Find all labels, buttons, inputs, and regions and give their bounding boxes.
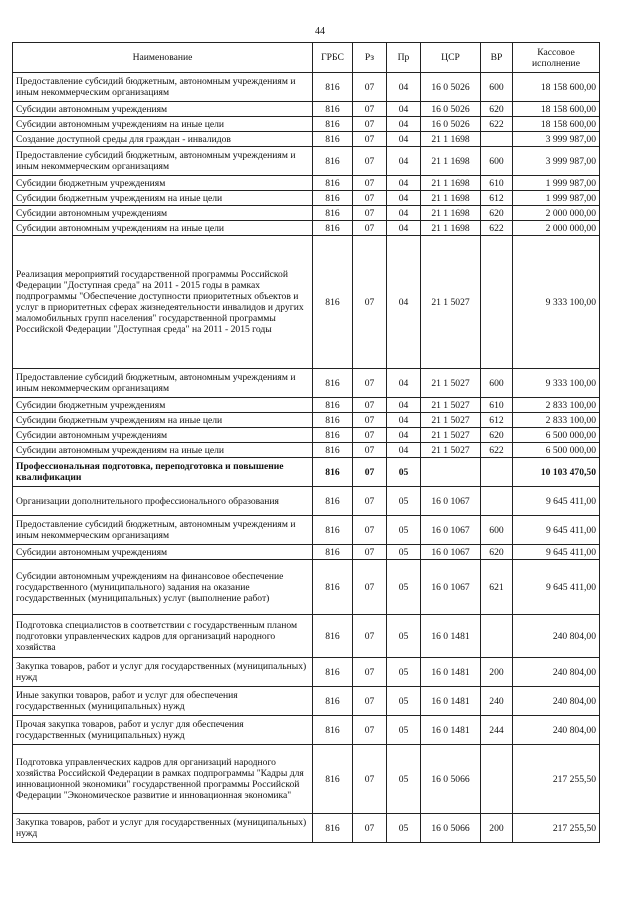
cell-grbs: 816	[313, 545, 353, 560]
cell-amount: 9 645 411,00	[513, 516, 600, 545]
cell-name: Субсидии автономным учреждениям	[13, 102, 313, 117]
cell-amount: 2 000 000,00	[513, 206, 600, 221]
cell-rz: 07	[353, 176, 387, 191]
cell-amount: 6 500 000,00	[513, 443, 600, 458]
table-row	[13, 745, 600, 814]
cell-amount: 240 804,00	[513, 615, 600, 658]
cell-amount: 18 158 600,00	[513, 73, 600, 102]
cell-pr: 04	[387, 73, 421, 102]
cell-pr: 05	[387, 545, 421, 560]
cell-name: Закупка товаров, работ и услуг для государственных (муниципальных) нужд	[13, 658, 313, 687]
cell-grbs: 816	[313, 221, 353, 236]
cell-name: Субсидии бюджетным учреждениям на иные цели	[13, 191, 313, 206]
cell-rz: 07	[353, 814, 387, 843]
cell-amount: 217 255,50	[513, 745, 600, 814]
cell-vr: 200	[481, 658, 513, 687]
table-row	[13, 516, 600, 545]
cell-name: Подготовка специалистов в соответствии с государственным планом подготовки управленческих кадров для организаций народного хозяйства	[13, 615, 313, 658]
cell-amount: 9 645 411,00	[513, 545, 600, 560]
cell-grbs: 816	[313, 487, 353, 516]
cell-csr: 16 0 5026	[421, 73, 481, 102]
cell-vr: 620	[481, 545, 513, 560]
cell-amount: 240 804,00	[513, 716, 600, 745]
cell-pr: 04	[387, 443, 421, 458]
cell-vr: 620	[481, 102, 513, 117]
cell-name: Субсидии автономным учреждениям	[13, 545, 313, 560]
table-row	[13, 687, 600, 716]
cell-grbs: 816	[313, 147, 353, 176]
cell-name: Организации дополнительного профессионального образования	[13, 487, 313, 516]
cell-rz: 07	[353, 745, 387, 814]
cell-pr: 04	[387, 132, 421, 147]
table-row	[13, 487, 600, 516]
cell-pr: 05	[387, 716, 421, 745]
cell-vr: 610	[481, 398, 513, 413]
cell-amount: 10 103 470,50	[513, 458, 600, 487]
cell-rz: 07	[353, 716, 387, 745]
cell-vr	[481, 745, 513, 814]
cell-pr: 04	[387, 147, 421, 176]
table-row	[13, 545, 600, 560]
cell-vr: 240	[481, 687, 513, 716]
header-csr: ЦСР	[421, 43, 481, 73]
table-row	[13, 458, 600, 487]
cell-vr: 612	[481, 413, 513, 428]
cell-vr	[481, 615, 513, 658]
cell-csr: 16 0 5026	[421, 117, 481, 132]
table-row	[13, 206, 600, 221]
cell-pr: 05	[387, 687, 421, 716]
cell-rz: 07	[353, 102, 387, 117]
table-row	[13, 73, 600, 102]
cell-rz: 07	[353, 545, 387, 560]
cell-amount: 3 999 987,00	[513, 147, 600, 176]
cell-pr: 04	[387, 191, 421, 206]
cell-name: Предоставление субсидий бюджетным, автономным учреждениям и иным некоммерческим организациям	[13, 147, 313, 176]
cell-vr: 620	[481, 428, 513, 443]
cell-pr: 05	[387, 658, 421, 687]
cell-rz: 07	[353, 413, 387, 428]
budget-execution-table	[12, 42, 600, 843]
cell-csr	[421, 458, 481, 487]
cell-name: Субсидии автономным учреждениям на иные цели	[13, 221, 313, 236]
cell-csr: 16 0 1067	[421, 487, 481, 516]
cell-csr: 16 0 5066	[421, 745, 481, 814]
cell-csr: 16 0 1067	[421, 516, 481, 545]
cell-vr: 622	[481, 117, 513, 132]
cell-grbs: 816	[313, 560, 353, 615]
cell-csr: 16 0 1067	[421, 545, 481, 560]
table-row	[13, 117, 600, 132]
cell-vr: 600	[481, 369, 513, 398]
cell-amount: 18 158 600,00	[513, 117, 600, 132]
cell-pr: 05	[387, 487, 421, 516]
cell-grbs: 816	[313, 615, 353, 658]
table-row	[13, 147, 600, 176]
table-row	[13, 428, 600, 443]
cell-grbs: 816	[313, 443, 353, 458]
cell-vr: 200	[481, 814, 513, 843]
cell-name: Создание доступной среды для граждан - инвалидов	[13, 132, 313, 147]
cell-grbs: 816	[313, 236, 353, 369]
cell-csr: 21 1 5027	[421, 413, 481, 428]
cell-vr: 620	[481, 206, 513, 221]
page-number: 44	[315, 26, 325, 37]
header-name: Наименование	[13, 43, 313, 73]
cell-grbs: 816	[313, 745, 353, 814]
cell-pr: 04	[387, 236, 421, 369]
cell-pr: 04	[387, 221, 421, 236]
cell-csr: 16 0 5026	[421, 102, 481, 117]
cell-pr: 04	[387, 176, 421, 191]
cell-amount: 217 255,50	[513, 814, 600, 843]
cell-grbs: 816	[313, 369, 353, 398]
cell-csr: 21 1 1698	[421, 147, 481, 176]
cell-rz: 07	[353, 191, 387, 206]
cell-amount: 240 804,00	[513, 658, 600, 687]
cell-grbs: 816	[313, 458, 353, 487]
cell-rz: 07	[353, 117, 387, 132]
cell-amount: 1 999 987,00	[513, 191, 600, 206]
table-row	[13, 191, 600, 206]
cell-csr: 21 1 5027	[421, 428, 481, 443]
cell-name: Предоставление субсидий бюджетным, автономным учреждениям и иным некоммерческим организациям	[13, 73, 313, 102]
cell-grbs: 816	[313, 428, 353, 443]
cell-csr: 16 0 5066	[421, 814, 481, 843]
cell-pr: 05	[387, 560, 421, 615]
cell-rz: 07	[353, 221, 387, 236]
cell-csr: 16 0 1481	[421, 615, 481, 658]
cell-grbs: 816	[313, 687, 353, 716]
cell-vr: 600	[481, 147, 513, 176]
cell-name: Прочая закупка товаров, работ и услуг для обеспечения государственных (муниципальных) нужд	[13, 716, 313, 745]
header-grbs: ГРБС	[313, 43, 353, 73]
cell-csr: 21 1 5027	[421, 443, 481, 458]
cell-amount: 2 000 000,00	[513, 221, 600, 236]
table-row	[13, 236, 600, 369]
header-amount: Кассовое исполнение	[513, 43, 600, 73]
table-row	[13, 814, 600, 843]
table-row	[13, 102, 600, 117]
cell-amount: 9 333 100,00	[513, 236, 600, 369]
cell-vr: 621	[481, 560, 513, 615]
cell-csr: 16 0 1481	[421, 658, 481, 687]
cell-pr: 04	[387, 398, 421, 413]
cell-vr	[481, 458, 513, 487]
header-row	[13, 43, 600, 73]
cell-grbs: 816	[313, 716, 353, 745]
cell-amount: 9 645 411,00	[513, 560, 600, 615]
cell-vr	[481, 487, 513, 516]
cell-rz: 07	[353, 73, 387, 102]
cell-pr: 05	[387, 814, 421, 843]
cell-pr: 05	[387, 745, 421, 814]
cell-name: Субсидии автономным учреждениям	[13, 428, 313, 443]
cell-vr: 600	[481, 516, 513, 545]
cell-csr: 21 1 5027	[421, 369, 481, 398]
cell-amount: 18 158 600,00	[513, 102, 600, 117]
cell-pr: 04	[387, 102, 421, 117]
cell-csr: 16 0 1067	[421, 560, 481, 615]
cell-vr: 622	[481, 221, 513, 236]
cell-vr: 622	[481, 443, 513, 458]
cell-amount: 240 804,00	[513, 687, 600, 716]
cell-pr: 04	[387, 117, 421, 132]
cell-amount: 2 833 100,00	[513, 398, 600, 413]
cell-grbs: 816	[313, 117, 353, 132]
cell-grbs: 816	[313, 132, 353, 147]
table-row	[13, 369, 600, 398]
cell-vr: 612	[481, 191, 513, 206]
cell-csr: 21 1 1698	[421, 206, 481, 221]
cell-rz: 07	[353, 147, 387, 176]
table-row	[13, 560, 600, 615]
cell-amount: 3 999 987,00	[513, 132, 600, 147]
cell-rz: 07	[353, 369, 387, 398]
cell-vr	[481, 132, 513, 147]
table-row	[13, 221, 600, 236]
cell-name: Иные закупки товаров, работ и услуг для обеспечения государственных (муниципальных) нужд	[13, 687, 313, 716]
table-row	[13, 413, 600, 428]
table-row	[13, 398, 600, 413]
cell-csr: 21 1 1698	[421, 132, 481, 147]
table-row	[13, 132, 600, 147]
cell-csr: 21 1 5027	[421, 236, 481, 369]
cell-rz: 07	[353, 206, 387, 221]
cell-vr: 244	[481, 716, 513, 745]
cell-name: Предоставление субсидий бюджетным, автономным учреждениям и иным некоммерческим организациям	[13, 516, 313, 545]
cell-grbs: 816	[313, 413, 353, 428]
cell-name: Предоставление субсидий бюджетным, автономным учреждениям и иным некоммерческим организациям	[13, 369, 313, 398]
table-header	[13, 43, 600, 73]
table-body	[13, 73, 600, 843]
header-rz: Рз	[353, 43, 387, 73]
cell-csr: 21 1 5027	[421, 398, 481, 413]
cell-grbs: 816	[313, 398, 353, 413]
cell-grbs: 816	[313, 814, 353, 843]
cell-rz: 07	[353, 615, 387, 658]
header-vr: ВР	[481, 43, 513, 73]
table-row	[13, 176, 600, 191]
cell-name: Реализация мероприятий государственной программы Российской Федерации "Доступная среда" на 2011 - 2015 годы в рамках подпрограммы "Обеспечение доступности приоритетных объектов и услуг в приоритетных сферах жизнедеятельности инвалидов и других маломобильных групп населения" государственной программы Российской Федерации "Доступная среда" на 2011 - 2015 годы	[13, 236, 313, 369]
cell-name: Профессиональная подготовка, переподготовка и повышение квалификации	[13, 458, 313, 487]
cell-rz: 07	[353, 443, 387, 458]
cell-name: Субсидии автономным учреждениям на иные цели	[13, 117, 313, 132]
cell-pr: 04	[387, 206, 421, 221]
cell-name: Субсидии бюджетным учреждениям	[13, 398, 313, 413]
table-row	[13, 716, 600, 745]
cell-grbs: 816	[313, 206, 353, 221]
cell-grbs: 816	[313, 516, 353, 545]
cell-vr	[481, 236, 513, 369]
cell-name: Подготовка управленческих кадров для организаций народного хозяйства Российской Федерации в рамках подпрограммы "Кадры для инновационной экономики" государственной программы Российской Федерации "Экономическое развитие и инновационная экономика"	[13, 745, 313, 814]
cell-rz: 07	[353, 428, 387, 443]
cell-csr: 16 0 1481	[421, 687, 481, 716]
cell-csr: 21 1 1698	[421, 176, 481, 191]
cell-amount: 1 999 987,00	[513, 176, 600, 191]
cell-csr: 21 1 1698	[421, 191, 481, 206]
cell-grbs: 816	[313, 658, 353, 687]
cell-pr: 04	[387, 428, 421, 443]
cell-rz: 07	[353, 398, 387, 413]
cell-rz: 07	[353, 487, 387, 516]
cell-name: Субсидии автономным учреждениям на финансовое обеспечение государственного (муниципального) задания на оказание государственных (муниципальных) услуг (выполнение работ)	[13, 560, 313, 615]
cell-amount: 9 333 100,00	[513, 369, 600, 398]
cell-vr: 610	[481, 176, 513, 191]
cell-pr: 05	[387, 516, 421, 545]
cell-name: Закупка товаров, работ и услуг для государственных (муниципальных) нужд	[13, 814, 313, 843]
table-row	[13, 615, 600, 658]
cell-pr: 04	[387, 369, 421, 398]
cell-grbs: 816	[313, 73, 353, 102]
header-pr: Пр	[387, 43, 421, 73]
cell-name: Субсидии автономным учреждениям на иные цели	[13, 443, 313, 458]
cell-csr: 16 0 1481	[421, 716, 481, 745]
cell-grbs: 816	[313, 102, 353, 117]
cell-name: Субсидии автономным учреждениям	[13, 206, 313, 221]
cell-grbs: 816	[313, 176, 353, 191]
cell-name: Субсидии бюджетным учреждениям на иные цели	[13, 413, 313, 428]
cell-pr: 05	[387, 458, 421, 487]
cell-rz: 07	[353, 236, 387, 369]
cell-vr: 600	[481, 73, 513, 102]
cell-rz: 07	[353, 516, 387, 545]
cell-rz: 07	[353, 687, 387, 716]
cell-amount: 6 500 000,00	[513, 428, 600, 443]
table-row	[13, 443, 600, 458]
table-row	[13, 658, 600, 687]
cell-amount: 9 645 411,00	[513, 487, 600, 516]
cell-rz: 07	[353, 560, 387, 615]
cell-pr: 04	[387, 413, 421, 428]
cell-amount: 2 833 100,00	[513, 413, 600, 428]
cell-rz: 07	[353, 658, 387, 687]
cell-name: Субсидии бюджетным учреждениям	[13, 176, 313, 191]
cell-csr: 21 1 1698	[421, 221, 481, 236]
cell-pr: 05	[387, 615, 421, 658]
cell-grbs: 816	[313, 191, 353, 206]
cell-rz: 07	[353, 458, 387, 487]
cell-rz: 07	[353, 132, 387, 147]
